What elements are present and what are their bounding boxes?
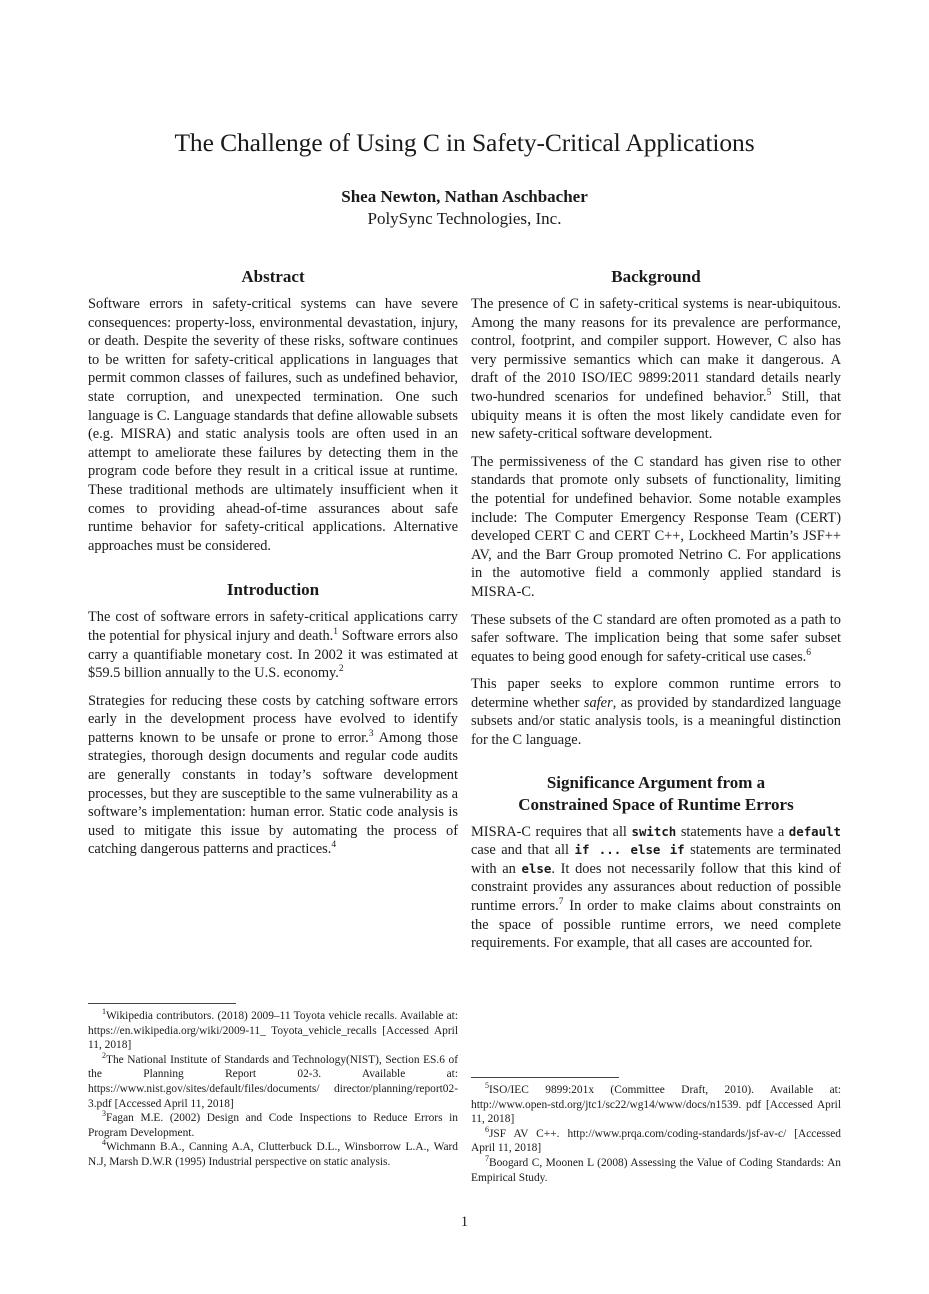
affiliation: PolySync Technologies, Inc. bbox=[367, 209, 562, 228]
text-run: The cost of software errors in safety-critical applications carry the potential for physical injury and death. bbox=[88, 609, 458, 644]
introduction-section bbox=[88, 579, 458, 859]
introduction-paragraph-2 bbox=[88, 692, 458, 859]
footnote-number: 3 bbox=[102, 1109, 106, 1119]
introduction-heading: Introduction bbox=[226, 580, 320, 600]
code-keyword: switch bbox=[631, 823, 677, 839]
footnote-ref[interactable]: 7 bbox=[558, 897, 564, 908]
footnote-ref[interactable]: 5 bbox=[766, 387, 772, 398]
author-list: Shea Newton, Nathan Aschbacher bbox=[341, 187, 588, 206]
footnote-ref[interactable]: 2 bbox=[338, 664, 344, 675]
background-paragraph-4 bbox=[471, 675, 841, 749]
footnote-text: Wichmann B.A., Canning A.A, Clutterbuck D.L., Winsborrow L.A., Ward N.J, Marsh D.W.R (1995) Industrial perspective on static analysis. bbox=[88, 1141, 458, 1168]
paper-title: The Challenge of Using C in Safety-Critical Applications bbox=[174, 128, 755, 157]
text-run: This paper seeks to explore common runtime errors to determine whether bbox=[471, 676, 841, 711]
text-run: These subsets of the C standard are often promoted as a path to safer software. The implication being that some safer subset equates to being good enough for safety-critical use cases. bbox=[471, 611, 841, 665]
footnote-number: 2 bbox=[102, 1050, 106, 1060]
footnote-text: Wikipedia contributors. (2018) 2009–11 Toyota vehicle recalls. Available at: https://en.wikipedia.org/wiki/2009-11_ Toyota_vehicle_recalls [Accessed April 11, 2018] bbox=[88, 1010, 458, 1052]
text-run: Still, that ubiquity means it is often the most likely candidate even for new safety-critical software development. bbox=[471, 388, 841, 443]
heading-line: Constrained Space of Runtime Errors bbox=[518, 794, 794, 814]
footnote-text: ISO/IEC 9899:201x (Committee Draft, 2010). Available at: http://www.open-std.org/jtc1/sc22/wg14/www/docs/n1539. pdf [Accessed April 11, 2018] bbox=[471, 1084, 841, 1126]
footnote-3 bbox=[88, 1111, 458, 1140]
background-paragraph-2: The permissiveness of the C standard has given rise to other standards that promote only subsets of functionality, limiting the potential for undefined behavior. Some notable examples include: The Computer Emergency Response Team (CERT) developed CERT C and CERT C++, Lockheed Martin’s JSF++ AV, and the Barr Group promoted Netrino C. For applications in the automotive field a commonly applied standard is MISRA-C. bbox=[471, 453, 841, 600]
footnote-text: The National Institute of Standards and Technology(NIST), Section ES.6 of the Planning Report 02-3. Available at: https://www.nist.gov/sites/default/files/documents/ director/planning/report02-3.pdf [Accessed April 11, 2018] bbox=[88, 1053, 458, 1110]
footnote-text: JSF AV C++. http://www.prqa.com/coding-standards/jsf-av-c/ [Accessed April 11, 2018] bbox=[471, 1127, 841, 1155]
text-run: statements have a bbox=[676, 823, 789, 840]
footnote-number: 6 bbox=[485, 1124, 489, 1134]
footnote-4 bbox=[88, 1140, 458, 1169]
footnote-number: 4 bbox=[102, 1138, 106, 1148]
footnote-1 bbox=[88, 1009, 458, 1053]
footnote-ref[interactable]: 6 bbox=[806, 647, 812, 658]
code-keyword: default bbox=[788, 823, 841, 839]
significance-section bbox=[471, 772, 841, 953]
text-run: Among those strategies, thorough design documents and regular code audits are generally constants in today’s software development processes, but they are susceptible to the same vulnerability as a software’s implementation: human error. Static code analysis is used to mitigate this issue by automating the process of catching dangerous patterns and practices. bbox=[88, 729, 458, 858]
significance-paragraph-1 bbox=[471, 823, 841, 953]
footnote-number: 5 bbox=[485, 1081, 489, 1090]
footnote-rule bbox=[471, 1077, 619, 1078]
page-number: 1 bbox=[460, 1214, 469, 1230]
footnote-7 bbox=[471, 1153, 841, 1185]
footnote-2 bbox=[88, 1050, 458, 1111]
footnote-ref[interactable]: 4 bbox=[331, 840, 337, 851]
text-run: Strategies for reducing these costs by catching software errors early in the development process have evolved to identify patterns known to be unsafe or prone to error. bbox=[88, 692, 458, 746]
footnote-text: Fagan M.E. (2002) Design and Code Inspections to Reduce Errors in Program Development. bbox=[88, 1112, 458, 1139]
abstract-heading: Abstract bbox=[241, 267, 305, 286]
heading-line: Significance Argument from a bbox=[546, 772, 766, 792]
text-run: The presence of C in safety-critical systems is near-ubiquitous. Among the many reasons for its prevalence are performance, control, footprint, and compiler support. However, C also has very permissive semantics which can make it dangerous. A draft of the 2010 ISO/IEC 9899:2011 standard details nearly two-hundred scenarios for undefined behavior. bbox=[471, 296, 841, 405]
left-column bbox=[88, 266, 458, 868]
text-run: , as provided by standardized language subsets and/or static analysis tools, is a meaningful distinction for the C language. bbox=[471, 694, 841, 749]
footnotes-right bbox=[471, 1077, 841, 1185]
footnote-6 bbox=[471, 1124, 841, 1156]
abstract-section bbox=[88, 266, 458, 555]
right-column bbox=[471, 266, 841, 962]
text-run: Software errors also carry a quantifiable monetary cost. In 2002 it was estimated at $59.5 billion annually to the U.S. economy. bbox=[88, 627, 458, 682]
text-run: case and that all bbox=[471, 842, 575, 859]
emphasis: safer bbox=[583, 694, 613, 711]
background-paragraph-1 bbox=[471, 295, 841, 444]
text-run: . It does not necessarily follow that this kind of constraint provides any assurances about reduction of possible runtime errors. bbox=[471, 860, 841, 915]
background-paragraph-3 bbox=[471, 611, 841, 667]
footnote-text: Boogard C, Moonen L (2008) Assessing the Value of Coding Standards: An Empirical Study. bbox=[471, 1156, 841, 1184]
code-keyword: if ... else if bbox=[574, 842, 685, 858]
footnote-ref[interactable]: 1 bbox=[333, 626, 338, 637]
code-keyword: else bbox=[521, 860, 552, 876]
footnote-ref[interactable]: 3 bbox=[368, 728, 374, 739]
text-run: statements are terminated with an bbox=[471, 842, 841, 877]
significance-heading bbox=[471, 772, 841, 816]
text-run: MISRA-C requires that all bbox=[471, 823, 632, 840]
footnotes-left bbox=[88, 1003, 458, 1170]
background-heading: Background bbox=[611, 267, 701, 286]
footnote-number: 7 bbox=[485, 1153, 489, 1163]
footnote-rule bbox=[88, 1003, 236, 1004]
footnote-5 bbox=[471, 1083, 841, 1127]
background-section bbox=[471, 266, 841, 750]
footnote-number: 1 bbox=[102, 1007, 106, 1016]
text-run: In order to make claims about constraints on the space of possible runtime errors, we need complete requirements. For example, that all cases are accounted for. bbox=[471, 898, 841, 952]
introduction-paragraph-1 bbox=[88, 608, 458, 682]
abstract-text: Software errors in safety-critical systems can have severe consequences: property-loss, environmental devastation, injury, or death. Despite the severity of these risks, software continues to be written for safety-critical applications in languages that permit common classes of failures, such as undefined behavior, state corruption, and unexpected termination. One such language is C. Language standards that define allowable subsets (e.g. MISRA) and static analysis tools are often used in an attempt to ameliorate these failures by detecting them in the program code before they result in a critical issue at runtime. These traditional methods are ultimately insufficient when it comes to providing ahead-of-time assurances about safe runtime behavior for safety-critical applications. Alternative approaches must be considered. bbox=[88, 296, 458, 554]
